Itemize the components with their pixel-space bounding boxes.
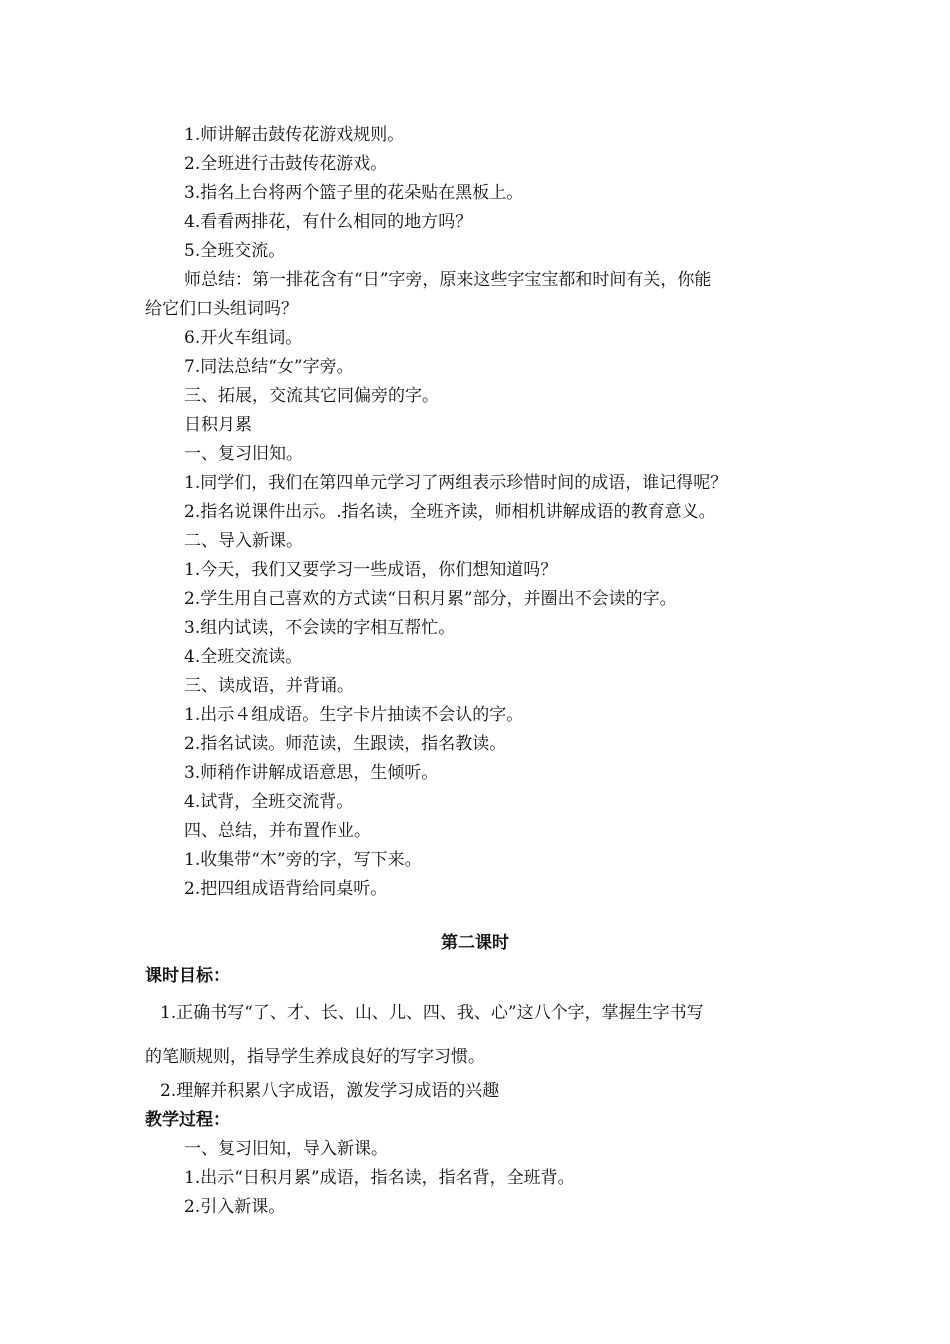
section-heading: 三、读成语，并背诵。: [184, 676, 354, 696]
paragraph-line: 1.正确书写“了、才、长、山、儿、四、我、心”这八个字，掌握生字书写: [160, 1003, 704, 1023]
list-item: 7.同法总结“女”字旁。: [184, 357, 354, 377]
list-item: 2.把四组成语背给同桌听。: [184, 879, 388, 899]
paragraph-line: 师总结：第一排花含有“日”字旁，原来这些字宝宝都和时间有关，你能: [184, 270, 712, 290]
section-title: 日积月累: [184, 415, 252, 435]
list-item: 4.试背，全班交流背。: [184, 792, 354, 812]
section-heading: 四、总结，并布置作业。: [184, 821, 371, 841]
section-heading: 一、复习旧知，导入新课。: [184, 1139, 388, 1159]
paragraph-line: 给它们口头组词吗？: [145, 299, 298, 319]
section-heading: 三、拓展，交流其它同偏旁的字。: [184, 386, 439, 406]
list-item: 5.全班交流。: [184, 241, 286, 261]
list-item: 2.理解并积累八字成语，激发学习成语的兴趣: [160, 1081, 500, 1101]
list-item: 1.同学们，我们在第四单元学习了两组表示珍惜时间的成语，谁记得呢？: [184, 473, 728, 493]
lesson-title: 第二课时: [441, 933, 509, 953]
section-heading: 一、复习旧知。: [184, 444, 303, 464]
list-item: 1.出示４组成语。生字卡片抽读不会认的字。: [184, 705, 524, 725]
list-item: 4.看看两排花，有什么相同的地方吗？: [184, 212, 473, 232]
list-item: 2.全班进行击鼓传花游戏。: [184, 154, 388, 174]
list-item: 6.开火车组词。: [184, 328, 303, 348]
list-item: 3.指名上台将两个篮子里的花朵贴在黑板上。: [184, 183, 524, 203]
list-item: 2.学生用自己喜欢的方式读“日积月累”部分，并圈出不会读的字。: [184, 589, 677, 609]
list-item: 2.指名试读。师范读，生跟读，指名教读。: [184, 734, 507, 754]
process-heading: 教学过程：: [145, 1110, 230, 1130]
list-item: 1.今天，我们又要学习一些成语，你们想知道吗？: [184, 560, 558, 580]
list-item: 2.指名说课件出示。.指名读，全班齐读，师相机讲解成语的教育意义。: [184, 502, 716, 522]
list-item: 1.师讲解击鼓传花游戏规则。: [184, 125, 405, 145]
list-item: 2.引入新课。: [184, 1197, 286, 1217]
paragraph-line: 的笔顺规则，指导学生养成良好的写字习惯。: [145, 1047, 485, 1067]
section-heading: 二、导入新课。: [184, 531, 303, 551]
list-item: 1.出示“日积月累”成语，指名读，指名背，全班背。: [184, 1168, 575, 1188]
list-item: 3.师稍作讲解成语意思，生倾听。: [184, 763, 439, 783]
goals-heading: 课时目标：: [145, 966, 230, 986]
list-item: 1.收集带“木”旁的字，写下来。: [184, 850, 422, 870]
list-item: 4.全班交流读。: [184, 647, 303, 667]
list-item: 3.组内试读，不会读的字相互帮忙。: [184, 618, 456, 638]
